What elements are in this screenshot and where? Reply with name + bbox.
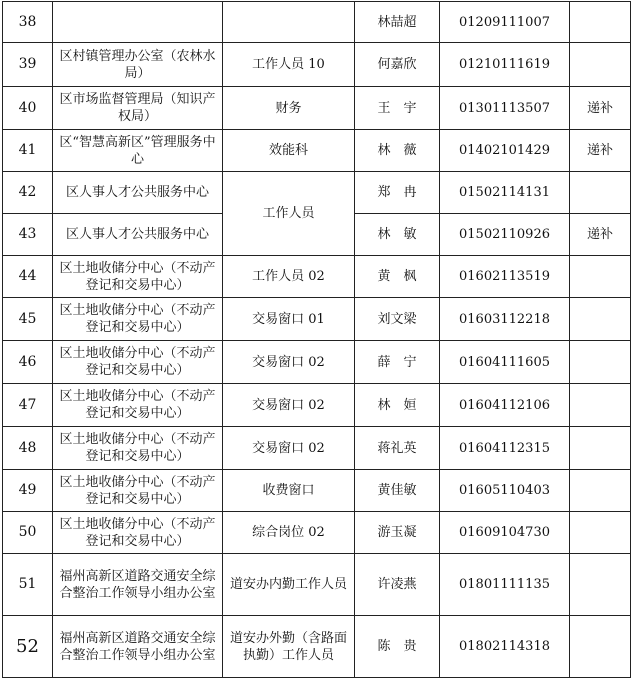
row-number: 39 — [3, 43, 53, 87]
table-row — [3, 384, 631, 427]
position-cell — [223, 2, 355, 43]
position-cell: 效能科 — [223, 130, 355, 172]
unit-cell: 区土地收储分中心（不动产登记和交易中心） — [53, 470, 223, 512]
position-cell: 交易窗口 02 — [223, 427, 355, 470]
name-cell: 林 薇 — [355, 130, 440, 172]
note-cell: 递补 — [570, 87, 631, 130]
code-cell: 01502110926 — [440, 214, 570, 256]
row-number: 44 — [3, 256, 53, 298]
position-cell: 综合岗位 02 — [223, 512, 355, 554]
unit-cell: 区市场监督管理局（知识产权局） — [53, 87, 223, 130]
note-cell — [570, 470, 631, 512]
code-cell: 01802114318 — [440, 616, 570, 678]
name-cell: 刘文梁 — [355, 298, 440, 341]
position-cell: 收费窗口 — [223, 470, 355, 512]
name-cell: 林 姮 — [355, 384, 440, 427]
code-cell: 01801111135 — [440, 554, 570, 616]
name-cell: 游玉凝 — [355, 512, 440, 554]
code-cell: 01602113519 — [440, 256, 570, 298]
table-row — [3, 130, 631, 172]
row-number: 40 — [3, 87, 53, 130]
row-number: 50 — [3, 512, 53, 554]
unit-cell: 区土地收储分中心（不动产登记和交易中心） — [53, 341, 223, 384]
name-cell: 薛 宁 — [355, 341, 440, 384]
unit-cell: 区土地收储分中心（不动产登记和交易中心） — [53, 256, 223, 298]
unit-cell: 区土地收储分中心（不动产登记和交易中心） — [53, 512, 223, 554]
row-number: 47 — [3, 384, 53, 427]
table-row — [3, 87, 631, 130]
table-row — [3, 512, 631, 554]
table-row — [3, 43, 631, 87]
code-cell: 01609104730 — [440, 512, 570, 554]
name-cell: 郑 冉 — [355, 172, 440, 214]
position-cell: 道安办外勤（含路面执勤）工作人员 — [223, 616, 355, 678]
row-number: 46 — [3, 341, 53, 384]
name-cell: 王 宇 — [355, 87, 440, 130]
unit-cell — [53, 2, 223, 43]
code-cell: 01604112106 — [440, 384, 570, 427]
code-cell: 01502114131 — [440, 172, 570, 214]
row-number: 52 — [3, 616, 53, 678]
table-row — [3, 341, 631, 384]
name-cell: 林 敏 — [355, 214, 440, 256]
table-row — [3, 554, 631, 616]
table-row — [3, 298, 631, 341]
unit-cell: 福州高新区道路交通安全综合整治工作领导小组办公室 — [53, 554, 223, 616]
table-row — [3, 616, 631, 678]
note-cell — [570, 341, 631, 384]
note-cell — [570, 43, 631, 87]
code-cell: 01210111619 — [440, 43, 570, 87]
code-cell: 01402101429 — [440, 130, 570, 172]
unit-cell: 区村镇管理办公室（农林水局） — [53, 43, 223, 87]
unit-cell: 区土地收储分中心（不动产登记和交易中心） — [53, 427, 223, 470]
name-cell: 黄佳敏 — [355, 470, 440, 512]
unit-cell: 区人事人才公共服务中心 — [53, 214, 223, 256]
code-cell: 01605110403 — [440, 470, 570, 512]
table-row — [3, 427, 631, 470]
note-cell — [570, 512, 631, 554]
position-cell: 交易窗口 02 — [223, 384, 355, 427]
row-number: 43 — [3, 214, 53, 256]
unit-cell: 区土地收储分中心（不动产登记和交易中心） — [53, 298, 223, 341]
position-cell: 工作人员 — [223, 172, 355, 256]
note-cell — [570, 554, 631, 616]
table-row — [3, 172, 631, 214]
code-cell: 01209111007 — [440, 2, 570, 43]
results-table — [2, 1, 631, 678]
row-number: 42 — [3, 172, 53, 214]
name-cell: 黄 枫 — [355, 256, 440, 298]
code-cell: 01604112315 — [440, 427, 570, 470]
name-cell: 许凌燕 — [355, 554, 440, 616]
code-cell: 01301113507 — [440, 87, 570, 130]
name-cell: 林喆超 — [355, 2, 440, 43]
note-cell — [570, 384, 631, 427]
unit-cell: 区土地收储分中心（不动产登记和交易中心） — [53, 384, 223, 427]
position-cell: 交易窗口 02 — [223, 341, 355, 384]
row-number: 45 — [3, 298, 53, 341]
code-cell: 01604111605 — [440, 341, 570, 384]
position-cell: 工作人员 02 — [223, 256, 355, 298]
row-number: 38 — [3, 2, 53, 43]
name-cell: 陈 贵 — [355, 616, 440, 678]
note-cell: 递补 — [570, 214, 631, 256]
note-cell — [570, 256, 631, 298]
position-cell: 工作人员 10 — [223, 43, 355, 87]
table-row — [3, 470, 631, 512]
row-number: 51 — [3, 554, 53, 616]
row-number: 49 — [3, 470, 53, 512]
table-row — [3, 256, 631, 298]
row-number: 48 — [3, 427, 53, 470]
position-cell: 财务 — [223, 87, 355, 130]
unit-cell: 福州高新区道路交通安全综合整治工作领导小组办公室 — [53, 616, 223, 678]
unit-cell: 区“智慧高新区”管理服务中心 — [53, 130, 223, 172]
unit-cell: 区人事人才公共服务中心 — [53, 172, 223, 214]
note-cell: 递补 — [570, 130, 631, 172]
note-cell — [570, 172, 631, 214]
position-cell: 交易窗口 01 — [223, 298, 355, 341]
note-cell — [570, 616, 631, 678]
note-cell — [570, 2, 631, 43]
row-number: 41 — [3, 130, 53, 172]
code-cell: 01603112218 — [440, 298, 570, 341]
note-cell — [570, 298, 631, 341]
position-cell: 道安办内勤工作人员 — [223, 554, 355, 616]
table-row — [3, 2, 631, 43]
name-cell: 蒋礼英 — [355, 427, 440, 470]
name-cell: 何嘉欣 — [355, 43, 440, 87]
note-cell — [570, 427, 631, 470]
